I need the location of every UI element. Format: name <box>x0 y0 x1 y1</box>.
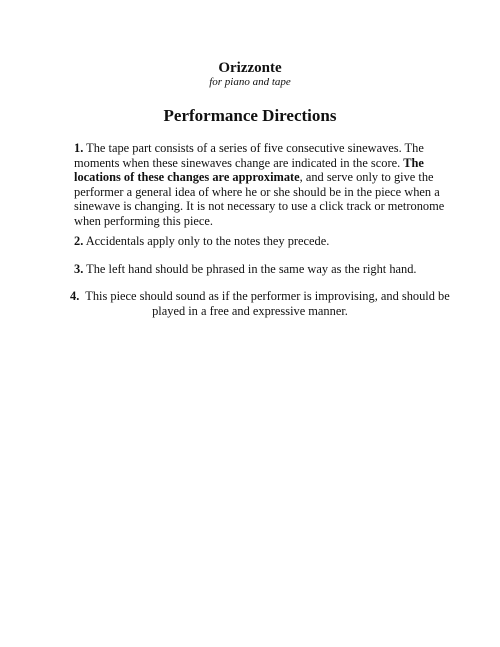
direction-2-text: Accidentals apply only to the notes they precede. <box>85 234 330 248</box>
direction-3 <box>74 262 434 277</box>
direction-1-line-5: sinewave is changing. It is not necessary to use a click track or metronome <box>74 199 445 213</box>
direction-1-line-1 <box>74 141 434 156</box>
direction-1-line-2 <box>74 156 434 171</box>
direction-1-number: 1. <box>74 141 84 155</box>
direction-1-line-3 <box>74 170 434 185</box>
direction-4-text: This piece should sound as if the performer is improvising, and should be <box>85 289 450 303</box>
direction-1-text: , and serve only to give the <box>299 170 434 184</box>
direction-4-line-2: played in a free and expressive manner. <box>152 303 348 318</box>
direction-1-emphasis: The <box>403 155 424 170</box>
direction-2-line <box>74 234 434 249</box>
direction-1 <box>74 141 445 228</box>
direction-4 <box>70 289 450 318</box>
direction-2-number: 2. <box>74 234 84 248</box>
section-heading: Performance Directions <box>163 106 337 125</box>
direction-1-text: The tape part consists of a series of five consecutive sinewaves. The <box>86 141 424 155</box>
direction-1-emphasis: locations of these changes are approximate <box>74 170 300 184</box>
direction-1-line-6: when performing this piece. <box>74 213 214 228</box>
piece-title: Orizzonte <box>218 60 282 76</box>
direction-3-line <box>74 262 434 277</box>
direction-3-text: The left hand should be phrased in the same way as the right hand. <box>86 262 417 276</box>
direction-3-number: 3. <box>74 262 84 276</box>
direction-4-line-1 <box>70 289 450 304</box>
direction-1-line-4: performer a general idea of where he or she should be in the piece when a <box>74 184 440 199</box>
piece-subtitle: for piano and tape <box>209 76 291 88</box>
direction-4-number: 4. <box>70 289 80 303</box>
direction-1-text: moments when these sinewaves change are indicated in the score. <box>74 155 401 170</box>
direction-2 <box>74 234 434 249</box>
